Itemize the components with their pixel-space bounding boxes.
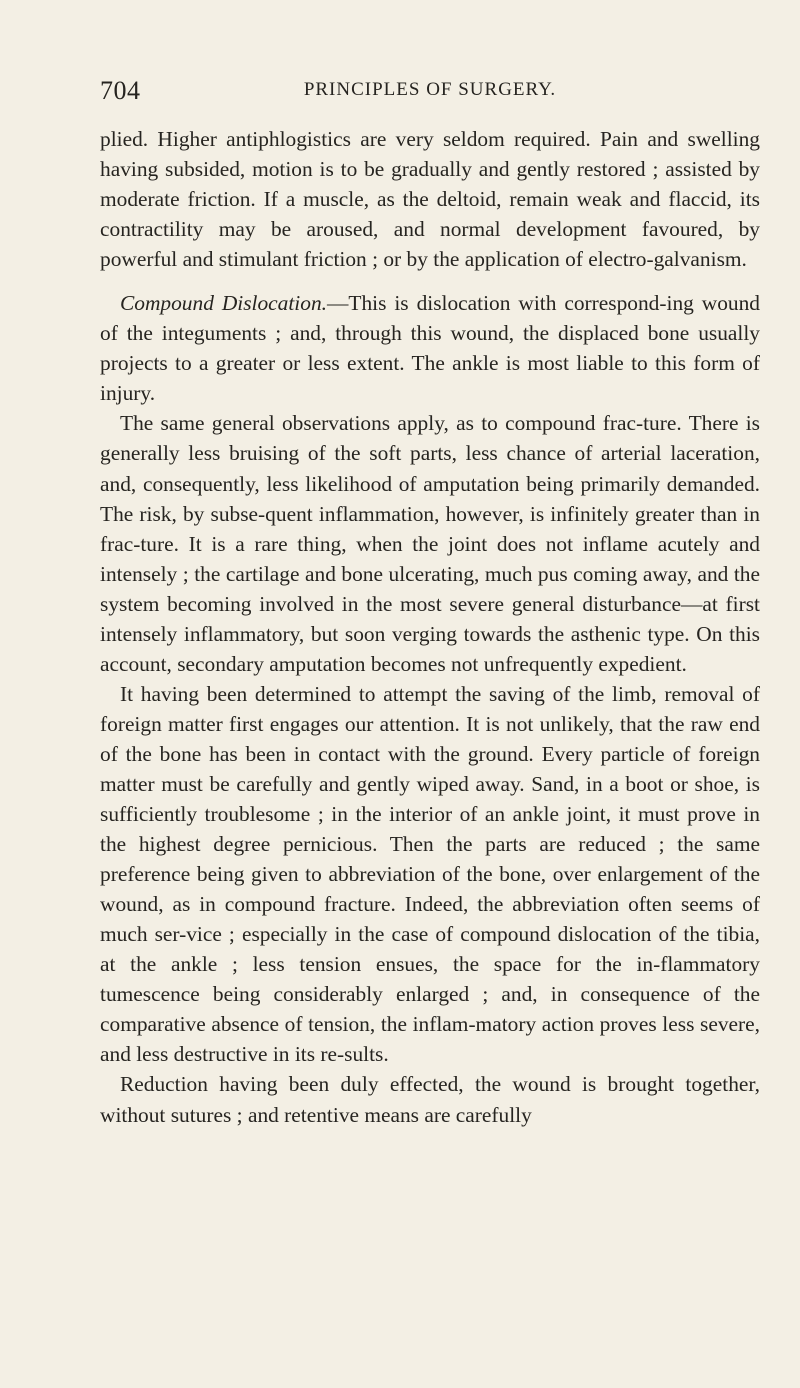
paragraph-reduction: Reduction having been duly effected, the wound is brought together, without sutures ; and retentive means are carefully xyxy=(100,1072,760,1127)
paragraph-general-observations: The same general observations apply, as to compound frac-ture. There is generally less bruising of the soft parts, less chance of arterial laceration, and, consequently, less likelihood of amputation being primarily demanded. The risk, by subse-quent inflammation, however, is infinitely greater than in frac-ture. It is a rare thing, when the joint does not inflame acutely and intensely ; the cartilage and bone ulcerating, much pus coming away, and the system becoming involved in the most severe general disturbance—at first intensely inflammatory, but soon verging towards the asthenic type. On this account, secondary amputation becomes not unfrequently expedient. xyxy=(100,411,760,676)
paragraph-continuation: plied. Higher antiphlogistics are very seldom required. Pain and swelling having subsided, motion is to be gradually and gently restored ; assisted by moderate friction. If a muscle, as the deltoid, remain weak and flaccid, its contractility may be aroused, and normal development favoured, by powerful and stimulant friction ; or by the application of electro-galvanism. xyxy=(100,127,760,272)
body-text xyxy=(100,124,760,1130)
page-header xyxy=(100,76,760,106)
running-head: PRINCIPLES OF SURGERY. xyxy=(303,79,557,100)
section-title: Compound Dislocation. xyxy=(120,291,327,316)
section-intro-text: —This is dislocation with correspond-ing wound of the integuments ; and, through this wound, the displaced bone usually projects to a greater or less extent. The ankle is most liable to this form of injury. xyxy=(100,291,760,406)
paragraph-foreign-matter: It having been determined to attempt the saving of the limb, removal of foreign matter first engages our attention. It is not unlikely, that the raw end of the bone has been in contact with the ground. Every particle of foreign matter must be carefully and gently wiped away. Sand, in a boot or shoe, is sufficiently troublesome ; in the interior of an ankle joint, it must prove in the highest degree pernicious. Then the parts are reduced ; the same preference being given to abbreviation of the bone, over enlargement of the wound, as in compound fracture. Indeed, the abbreviation often seems of much ser-vice ; especially in the case of compound dislocation of the tibia, at the ankle ; less tension ensues, the space for the in-flammatory tumescence being considerably enlarged ; and, in consequence of the comparative absence of tension, the inflam-matory action proves less severe, and less destructive in its re-sults. xyxy=(100,681,760,1067)
page-number: 704 xyxy=(100,76,141,105)
paragraph-compound-dislocation xyxy=(100,288,760,408)
